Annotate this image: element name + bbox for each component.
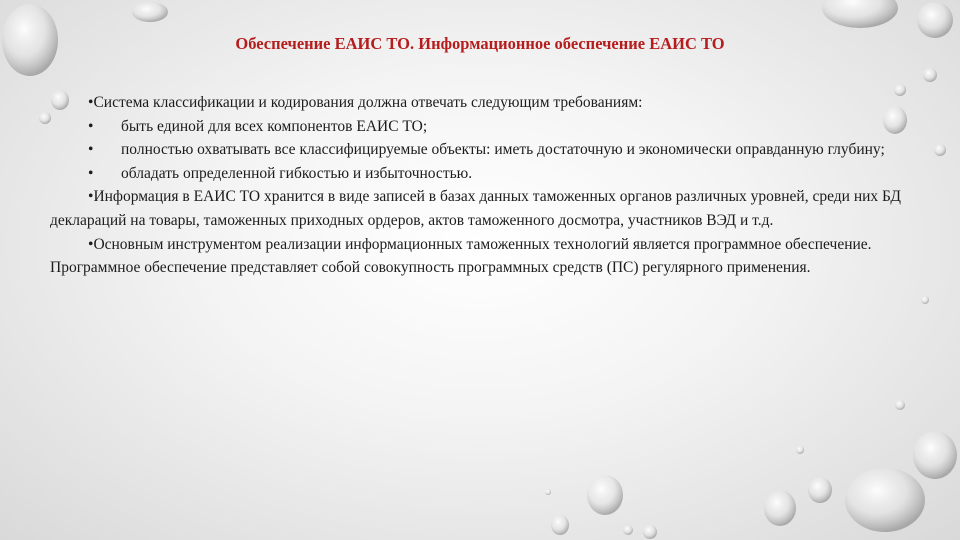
bullet-icon: • — [88, 164, 94, 182]
bullet-icon: • — [88, 235, 94, 253]
bullet-icon: • — [88, 141, 94, 159]
paragraph-text: Информация в ЕАИС ТО хранится в виде записей в базах данных таможенных органов различных уровней, среди них БД деклараций на товары, таможенных приходных ордеров, актов таможенного досмотра, участников ВЭД и т.д. — [50, 188, 901, 229]
list-item — [50, 185, 945, 232]
bullet-icon: • — [88, 94, 94, 111]
slide-body — [50, 91, 945, 280]
bullet-icon: • — [88, 188, 94, 206]
paragraph-text: быть единой для всех компонентов ЕАИС ТО; — [121, 117, 428, 135]
list-item — [50, 138, 945, 162]
list-item — [50, 91, 945, 115]
list-item — [50, 233, 945, 280]
paragraph-text: Основным инструментом реализации информационных таможенных технологий является программное обеспечение. Программное обеспечение представляет собой совокупность программных средств (ПС) регулярного применения. — [50, 235, 872, 277]
list-item — [50, 162, 945, 186]
paragraph-text: полностью охватывать все классифицируемые объекты: иметь достаточную и экономически оправданную глубину; — [121, 141, 885, 159]
paragraph-text: Система классификации и кодирования должна отвечать следующим требованиям: — [93, 94, 643, 111]
bullet-icon: • — [88, 117, 94, 135]
slide-title: Обеспечение ЕАИС ТО. Информационное обеспечение ЕАИС ТО — [235, 34, 725, 53]
list-item — [50, 115, 945, 139]
paragraph-text: обладать определенной гибкостью и избыточностью. — [121, 164, 473, 182]
